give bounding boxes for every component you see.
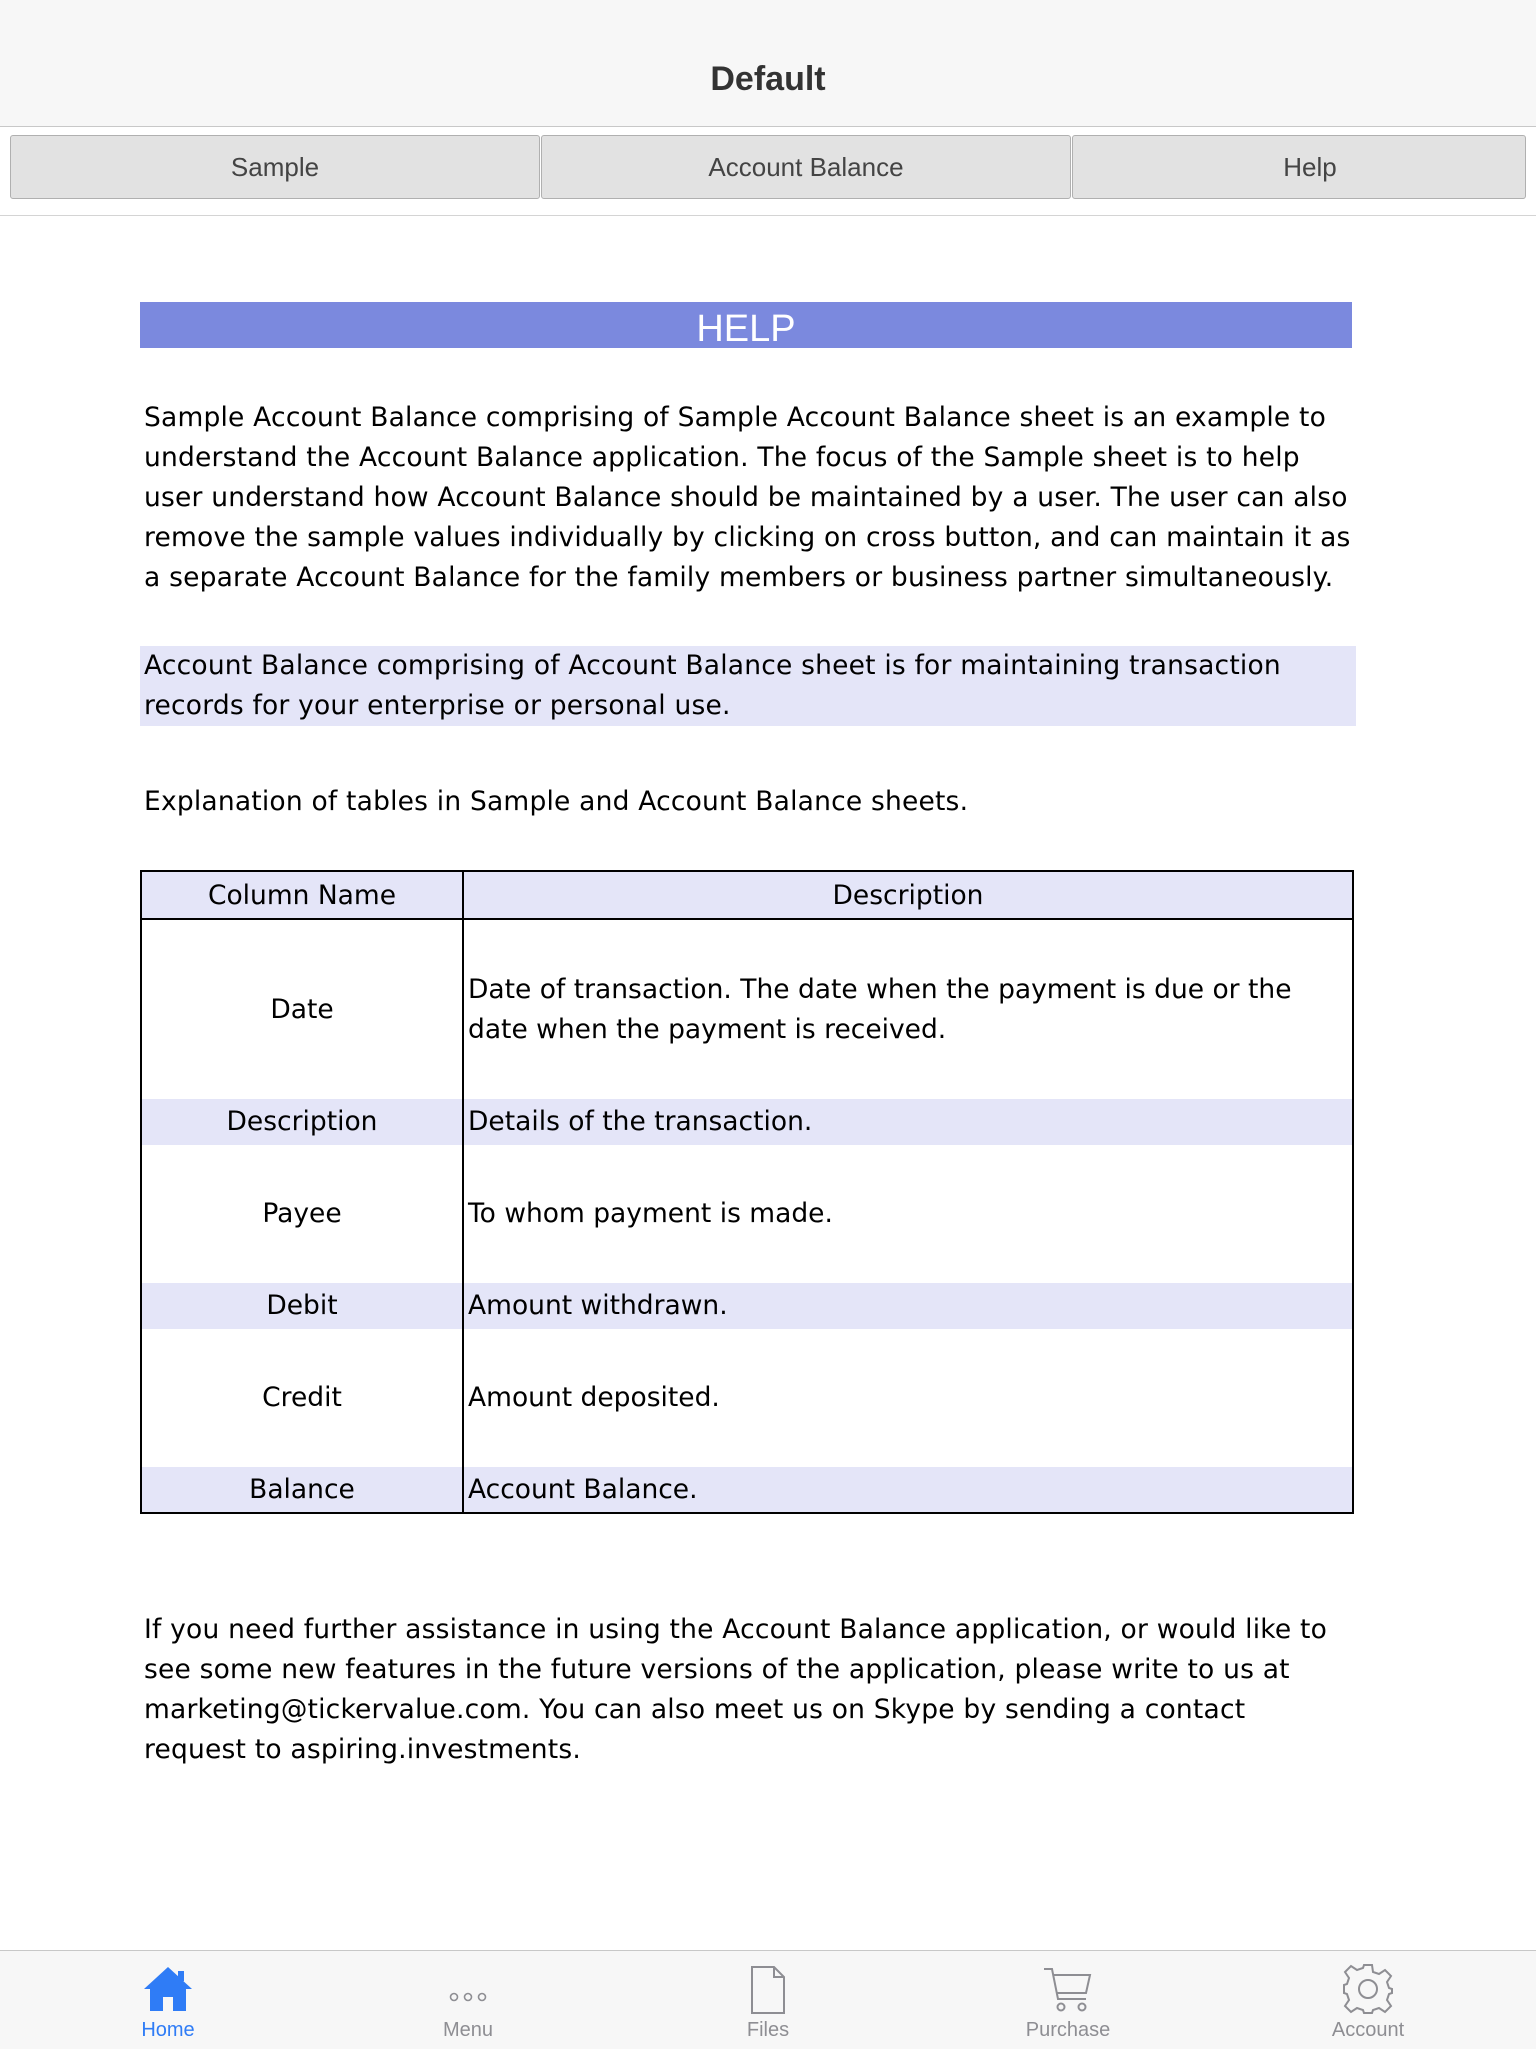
table-row [141, 919, 1353, 1099]
column-name-cell: Credit [141, 1329, 463, 1467]
cart-icon [918, 1963, 1218, 2019]
tab-account[interactable] [1218, 1951, 1518, 2049]
segment-account-balance[interactable]: Account Balance [541, 135, 1071, 199]
contact-paragraph: If you need further assistance in using the Account Balance application, or would like to see some new features in the future versions of the application, please write to us at marketing@tickervalue.com. You can also meet us on Skype by sending a contact request to aspiring.investments. [144, 1614, 1328, 1765]
tab-menu[interactable] [318, 1951, 618, 2049]
tab-bar [0, 1950, 1536, 2049]
account-paragraph: Account Balance comprising of Account Balance sheet is for maintaining transaction records for your enterprise or personal use. [140, 646, 1356, 726]
navigation-bar [0, 0, 1536, 127]
description-cell: To whom payment is made. [468, 1198, 833, 1229]
table-header-row [141, 871, 1353, 919]
tab-home[interactable] [18, 1951, 318, 2049]
segment-help[interactable]: Help [1072, 135, 1526, 199]
description-cell: Amount withdrawn. [463, 1283, 1353, 1329]
segment-sample[interactable]: Sample [10, 135, 540, 199]
more-icon [318, 1963, 618, 2019]
page-title: Default [710, 60, 826, 98]
home-icon [18, 1963, 318, 2019]
description-header: Description [463, 871, 1353, 919]
segment-bar [0, 127, 1536, 216]
table-row [141, 1283, 1353, 1329]
table-row [141, 1329, 1353, 1467]
column-name-cell: Balance [141, 1467, 463, 1513]
explain-paragraph: Explanation of tables in Sample and Account Balance sheets. [144, 786, 969, 817]
column-name-header: Column Name [141, 871, 463, 919]
description-cell: Date of transaction. The date when the payment is due or the date when the payment is received. [468, 973, 1292, 1045]
help-banner: HELP [140, 302, 1352, 348]
tab-home-label: Home [141, 2019, 195, 2041]
tab-menu-label: Menu [442, 2019, 494, 2041]
tab-files[interactable] [618, 1951, 918, 2049]
table-row [141, 1145, 1353, 1283]
tab-account-label: Account [1331, 2019, 1405, 2041]
description-cell: Amount deposited. [468, 1382, 720, 1413]
column-name-cell: Description [141, 1099, 463, 1145]
column-name-cell: Payee [141, 1145, 463, 1283]
table-row [141, 1467, 1353, 1513]
column-table [140, 870, 1354, 1514]
table-row [141, 1099, 1353, 1145]
tab-purchase-label: Purchase [1025, 2019, 1111, 2041]
gear-icon [1218, 1963, 1518, 2019]
column-name-cell: Debit [141, 1283, 463, 1329]
tab-purchase[interactable] [918, 1951, 1218, 2049]
description-cell: Details of the transaction. [463, 1099, 1353, 1145]
tab-files-label: Files [746, 2019, 790, 2041]
intro-paragraph: Sample Account Balance comprising of Sample Account Balance sheet is an example to understand the Account Balance application. The focus of the Sample sheet is to help user understand how Account Balance should be maintained by a user. The user can also remove the sample values individually by clicking on cross button, and can maintain it as a separate Account Balance for the family members or business partner simultaneously. [144, 402, 1351, 593]
description-cell: Account Balance. [463, 1467, 1353, 1513]
file-icon [618, 1963, 918, 2019]
column-name-cell: Date [141, 919, 463, 1099]
